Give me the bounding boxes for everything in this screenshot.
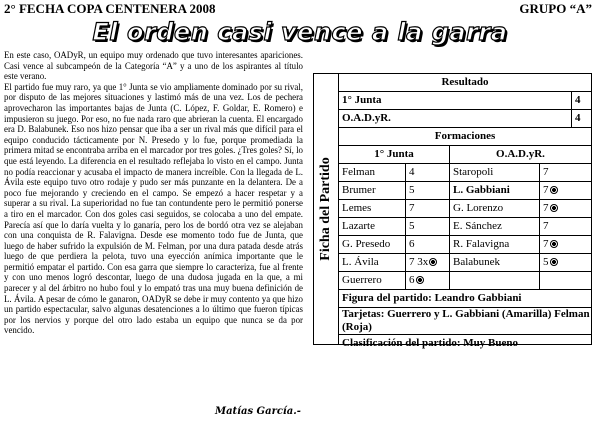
soccer-ball-icon	[550, 258, 558, 266]
away-player	[449, 254, 539, 271]
lineup-row	[339, 218, 591, 236]
home-player	[339, 164, 405, 181]
lineup-row	[339, 236, 591, 254]
home-rating	[405, 200, 449, 217]
away-rating-text: 7	[543, 184, 549, 196]
home-player-text: Brumer	[342, 184, 376, 196]
away-player-text: Balabunek	[453, 256, 501, 268]
away-player	[449, 182, 539, 199]
tarjetas-row	[339, 308, 591, 335]
soccer-ball-icon	[429, 258, 437, 266]
formations-title: Formaciones	[434, 130, 496, 142]
away-rating	[539, 254, 591, 271]
home-rating-text: 6	[409, 274, 415, 286]
home-rating	[405, 272, 449, 289]
away-rating	[539, 182, 591, 199]
team-headers-row	[339, 146, 591, 164]
home-player-text: G. Presedo	[342, 238, 391, 250]
away-rating-text: 7	[543, 220, 549, 232]
home-team-header: 1° Junta	[374, 148, 414, 160]
clasificacion-text: Clasificación del partido: Muy Bueno	[342, 337, 519, 349]
result-header-row	[339, 74, 591, 92]
result-row	[339, 92, 591, 110]
home-rating	[405, 218, 449, 235]
home-player-text: Lemes	[342, 202, 372, 214]
away-player-text: Staropoli	[453, 166, 494, 178]
home-rating-text: 7	[409, 202, 415, 214]
lineup-row	[339, 254, 591, 272]
soccer-ball-icon	[550, 240, 558, 248]
figura-row	[339, 290, 591, 308]
lineup-row	[339, 164, 591, 182]
clasificacion-row	[339, 335, 591, 352]
home-player	[339, 272, 405, 289]
lineup-row	[339, 272, 591, 290]
away-rating	[539, 218, 591, 235]
home-rating-text: 7 3x	[409, 256, 429, 268]
soccer-ball-icon	[550, 204, 558, 212]
competition-title: 2° FECHA COPA CENTENERA 2008	[4, 1, 216, 16]
lineup-row	[339, 200, 591, 218]
match-sheet-grid	[339, 74, 591, 352]
result-team: 1° Junta	[342, 94, 382, 106]
away-team-header: O.A.D.yR.	[449, 146, 591, 163]
home-player-text: Guerrero	[342, 274, 382, 286]
away-player	[449, 236, 539, 253]
article-paragraph-1: En este caso, OADyR, un equipo muy ordenado que tuvo interesantes apariciones. Casi vence al subcampeón de la Categoría “A” y a uno de los aspirantes al título este verano.	[4, 50, 303, 82]
home-rating-text: 5	[409, 220, 415, 232]
home-rating-text: 6	[409, 238, 415, 250]
figura-text: Figura del partido: Leandro Gabbiani	[342, 292, 522, 304]
group-label: GRUPO “A”	[519, 1, 592, 16]
home-player-text: Felman	[342, 166, 375, 178]
away-rating	[539, 164, 591, 181]
home-player-text: Lazarte	[342, 220, 375, 232]
home-rating-text: 4	[409, 166, 415, 178]
home-rating-text: 5	[409, 184, 415, 196]
tarjetas-text: Tarjetas: Guerrero y L. Gabbiani (Amarilla) Felman (Roja)	[342, 308, 590, 333]
away-player-text: G. Lorenzo	[453, 202, 504, 214]
match-sheet-side	[314, 74, 339, 344]
away-player	[449, 218, 539, 235]
result-score: 4	[571, 92, 591, 109]
soccer-ball-icon	[550, 186, 558, 194]
lineup-row	[339, 182, 591, 200]
result-row	[339, 110, 591, 128]
headline: El orden casi vence a la garra	[92, 18, 508, 46]
away-rating-text: 7	[543, 238, 549, 250]
result-team: O.A.D.yR.	[342, 112, 391, 124]
match-sheet-side-label: Ficha del Partido	[318, 157, 333, 261]
home-player	[339, 182, 405, 199]
author-signature: Matías García.-	[215, 406, 301, 417]
result-score: 4	[571, 110, 591, 127]
article-paragraph-2: El partido fue muy raro, ya que 1° Junta se vio ampliamente dominado por su rival, por disputo de las mejores situaciones y lastimó más de una vez. Los de pechera aprovecharon las importantes bajas de Junta (C. López, F. Goldar, E. Romero) e impusieron su juego. Por eso, no fue nada raro que abrieran la cuenta. El encargado era D. Balabunek. Eso nos hizo pensar que iba a ser un rival más que difícil para el equipo conducido tácticamente por N. Presedo y lo fue, porque promediada la primera mitad se encontraba arriba en el marcador por tres goles. ¿Tres goles? Sí, lo que está leyendo. La diferencia en el resultado reflejaba lo visto en el campo. Junta no podía reaccionar y acusaba el impacto de manera increíble. Con la llegada de L. Ávila este equipo tuvo otro rodaje y pudo ser más punzante en la delantera. De a poco fue mejorando y creciendo en el campo. Se empezó a hacer respetar y a superar a su rival. La superioridad no fue tan contundente pero le permitió ponerse a tiro en el marcador. Con dos goles casi seguidos, se colocaba a uno del empate. Parecía así que lo daría vuelta y lo ganaría, pero los de bordó otra vez se alejaban con una conquista de R. Falavigna. Desde ese momento todo fue de Junta, que luego de haber sufrido la expulsión de M. Felman, por una dura patada desde atrás luego de que perdiera la pelota, tuvo una eyección anímica importante que le permitió empatar el partido. Con esa garra que siempre lo caracteriza, fue al frente y con uno menos logró descontar, luego de una dudosa jugada en la que, a mi parecer y al del árbitro no hubo foul y lo empató tras una muy buena definición de L. Ávila. A pesar de cómo le ganaron, OADyR se debe ir muy contento ya que hizo un partido espectacular, salvo algunas desatenciones a lo último que fueron típicas por los nervios y porque del otro lado estaba un equipo que nunca se da por vencido.	[4, 81, 303, 336]
home-player	[339, 218, 405, 235]
away-player	[449, 164, 539, 181]
away-player-text: L. Gabbiani	[453, 184, 510, 196]
formations-header-row	[339, 128, 591, 146]
home-rating	[405, 254, 449, 271]
away-player	[449, 200, 539, 217]
home-player	[339, 254, 405, 271]
home-player	[339, 236, 405, 253]
away-rating	[539, 236, 591, 253]
article-body	[4, 50, 303, 405]
home-player-text: L. Ávila	[342, 256, 379, 268]
away-player-text: E. Sánchez	[453, 220, 502, 232]
away-rating-text: 5	[543, 256, 549, 268]
home-rating	[405, 182, 449, 199]
away-player	[449, 272, 539, 289]
soccer-ball-icon	[416, 276, 424, 284]
home-rating	[405, 236, 449, 253]
home-rating	[405, 164, 449, 181]
away-rating-text: 7	[543, 166, 549, 178]
away-rating-text: 7	[543, 202, 549, 214]
result-title: Resultado	[441, 76, 489, 88]
home-player	[339, 200, 405, 217]
away-rating	[539, 200, 591, 217]
away-player-text: R. Falavigna	[453, 238, 510, 250]
away-rating	[539, 272, 591, 289]
match-sheet	[313, 73, 592, 349]
